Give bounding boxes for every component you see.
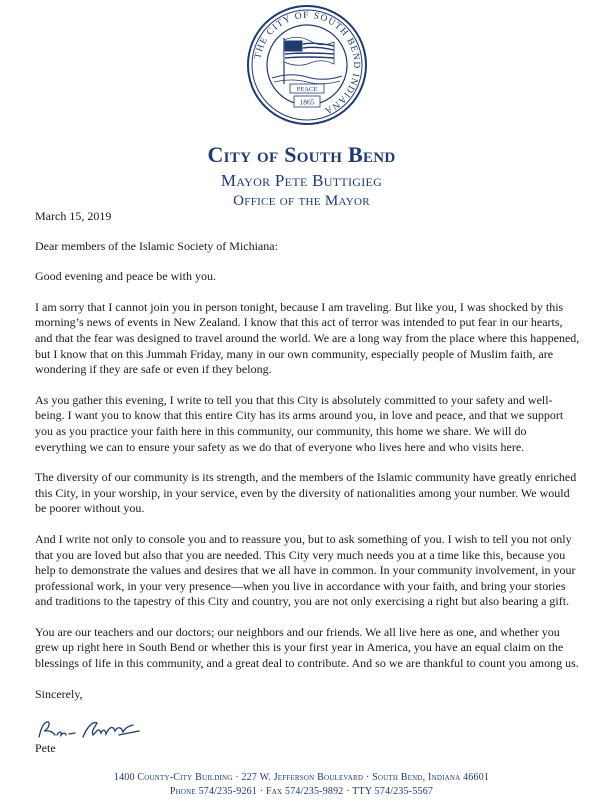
seal-year: 1865 <box>299 97 315 107</box>
city-seal <box>246 4 368 126</box>
letter-paragraph: You are our teachers and our doctors; our neighbors and our friends. We all live here as one, and whether you grew up right here in South Bend or whether this is your first year in America, you have an equal claim on the blessings of life in this community, and a great deal to contribute. And so we are thankful to count you among us. <box>35 624 579 671</box>
flag-icon <box>284 37 334 84</box>
seal-ring-text: THE CITY OF SOUTH BEND INDIANA <box>253 10 362 116</box>
letter-paragraph: The diversity of our community is its strength, and the members of the Islamic community have greatly enriched this City, in your worship, in your service, even by the diversity of nationalities among your number. We would be poorer without you. <box>35 470 577 516</box>
seal-banner-text: PEACE <box>296 86 318 93</box>
letter-date: March 15, 2019 <box>35 209 112 223</box>
letterhead-office: Office of the Mayor <box>233 193 370 209</box>
letterhead-city: City of South Bend <box>207 142 396 167</box>
handwritten-signature <box>35 717 145 741</box>
footer-contact: Phone 574/235-9261 · Fax 574/235-9892 · TTY 574/235-5567 <box>169 786 434 797</box>
letter-paragraph: Good evening and peace be with you. <box>35 269 216 284</box>
letter-paragraph: As you gather this evening, I write to tell you that this City is absolutely committed to your safety and well-being. I want you to know that this entire City has its arms around you, in love and peace, and that we support you as you practice your faith here in this community, our community, this home we share. We will do everything we can to ensure your safety as we do that of everyone who lives here and who visits here. <box>35 392 564 454</box>
letter-body <box>35 209 580 772</box>
letter-closing: Sincerely, <box>35 686 83 701</box>
footer-address: 1400 County-City Building · 227 W. Jefferson Boulevard · South Bend, Indiana 46601 <box>113 772 490 783</box>
letter-paragraph: I am sorry that I cannot join you in person tonight, because I am traveling. But like you, I was shocked by this morning’s news of events in New Zealand. I know that this act of terror was intended to put fear in our hearts, and that the fear was designed to travel around the world. We are a long way from the place where this happened, but I know that on this Jummah Friday, many in our own community, especially people of Muslim faith, are wondering if they are safe or even if they belong. <box>35 299 580 377</box>
letter-paragraph: And I write not only to console you and to reassure you, but to ask something of you. I wish to tell you not only that you are loved but also that you are needed. This City very much needs you at a time like this, because you help to demonstrate the values and desires that we all have in common. In your community involvement, in your professional work, in your very presence—when you live in accordance with your faith, and bring your stories and traditions to the tapestry of this City and country, you are not only exercising a right but also bearing a gift. <box>35 531 576 609</box>
letterhead-mayor: Mayor Pete Buttigieg <box>220 171 383 190</box>
signature-name: Pete <box>35 741 56 756</box>
letter-salutation: Dear members of the Islamic Society of Michiana: <box>35 238 278 253</box>
